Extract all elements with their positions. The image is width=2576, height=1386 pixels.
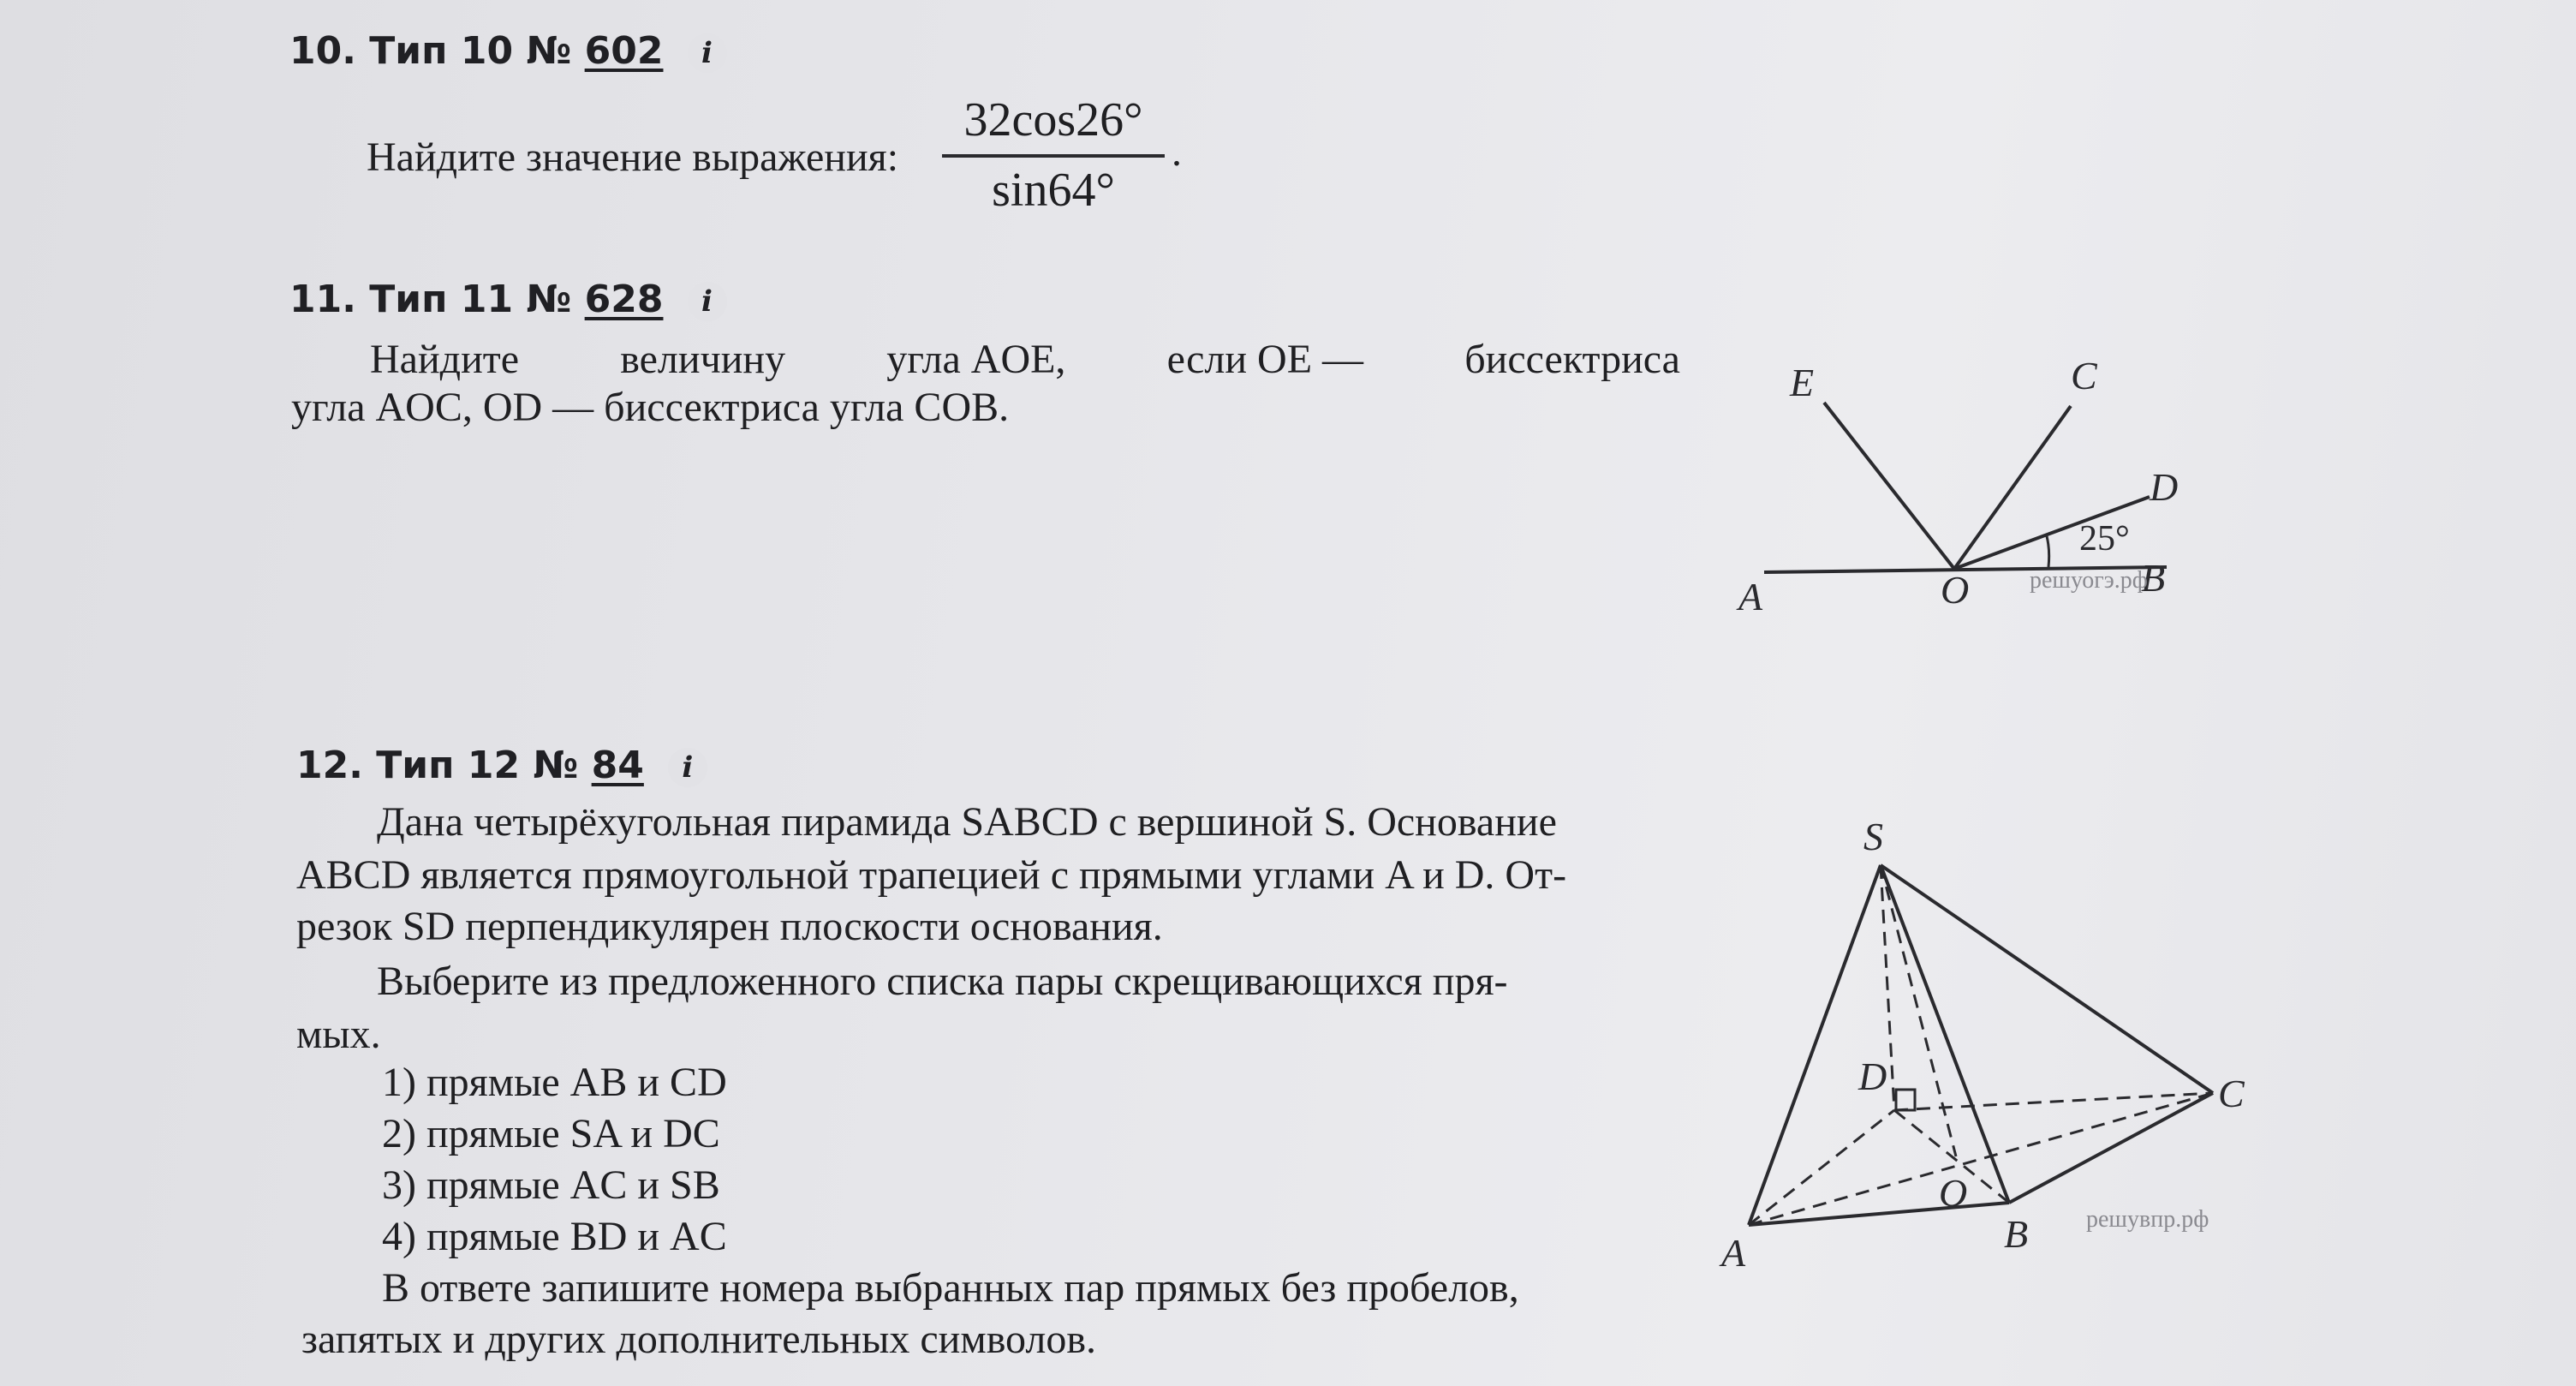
problem-11-line-2: угла AOC, OD — биссектриса угла COB.	[291, 385, 1010, 430]
problem-11-prefix: 11. Тип 11 №	[289, 278, 585, 321]
edge-bc	[2009, 1093, 2213, 1203]
answer-instruction-1: В ответе запишите номера выбранных пар прямых без пробелов,	[382, 1265, 1519, 1311]
edge-sb	[1881, 865, 2009, 1203]
option-3: 3) прямые AC и SB	[382, 1162, 720, 1208]
angle-label: 25°	[2079, 519, 2130, 559]
label-d: D	[2150, 465, 2179, 509]
label-c: C	[2071, 354, 2097, 397]
problem-12-line-2: ABCD является прямоугольной трапецией с прямыми углами A и D. От-	[296, 852, 1567, 898]
label-o: O	[1939, 1171, 1968, 1215]
label-d: D	[1858, 1054, 1887, 1098]
word: Найдите	[370, 337, 520, 382]
word: биссектриса	[1464, 337, 1680, 382]
problem-12-line-1: Дана четырёхугольная пирамида SABCD с вершиной S. Основание	[377, 799, 1557, 845]
label-b: B	[2141, 556, 2166, 600]
fraction-numerator: 32cos26°	[963, 93, 1143, 146]
info-icon[interactable]: i	[688, 33, 727, 73]
edge-sc	[1881, 865, 2213, 1093]
watermark: решувпр.рф	[2086, 1206, 2209, 1233]
watermark: решуогэ.рф	[2030, 567, 2148, 594]
label-o: O	[1941, 568, 1970, 612]
info-icon[interactable]: i	[668, 748, 707, 787]
label-e: E	[1790, 361, 1815, 404]
edge-sa	[1749, 865, 1881, 1225]
problem-12-number-link[interactable]: 84	[591, 744, 644, 787]
word: если OE —	[1166, 337, 1364, 382]
word: угла AOE,	[886, 337, 1066, 382]
problem-11-number-link[interactable]: 628	[584, 278, 664, 321]
fraction-denominator: sin64°	[942, 154, 1165, 218]
problem-12-prefix: 12. Тип 12 №	[296, 744, 592, 787]
option-2: 2) прямые SA и DC	[382, 1111, 720, 1156]
label-a: A	[1738, 575, 1763, 618]
right-angle-mark	[1896, 1090, 1915, 1110]
label-a: A	[1721, 1231, 1746, 1275]
info-icon[interactable]: i	[688, 282, 727, 321]
answer-instruction-2: запятых и других дополнительных символов.	[301, 1317, 1097, 1362]
label-s: S	[1863, 815, 1883, 858]
label-c: C	[2218, 1072, 2245, 1115]
word: величину	[620, 337, 786, 382]
label-b: B	[2004, 1212, 2029, 1256]
fraction-period: .	[1172, 129, 1182, 175]
problem-12-line-4: Выберите из предложенного списка пары скрещивающихся пря-	[377, 959, 1508, 1004]
option-4: 4) прямые BD и AC	[382, 1214, 727, 1259]
problem-12-line-3: резок SD перпендикулярен плоскости основания.	[296, 904, 1163, 949]
problem-12-line-5: мых.	[296, 1012, 381, 1057]
problem-10-text: Найдите значение выражения:	[367, 134, 899, 180]
edge-ab	[1749, 1203, 2009, 1225]
problem-10-prefix: 10. Тип 10 №	[289, 29, 585, 73]
option-1: 1) прямые AB и CD	[382, 1060, 727, 1105]
problem-10-number-link[interactable]: 602	[584, 29, 664, 73]
